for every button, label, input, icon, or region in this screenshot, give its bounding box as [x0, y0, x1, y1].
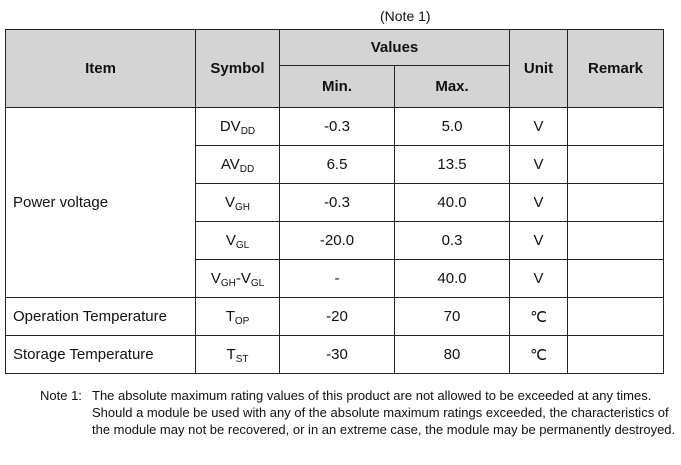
min-cell: -0.3	[280, 184, 395, 222]
symbol-cell: $V_{GH}$	[196, 184, 280, 222]
min-cell: -0.3	[280, 108, 395, 146]
header-remark: Remark	[568, 30, 664, 108]
max-cell: 70	[395, 298, 510, 336]
max-cell: 5.0	[395, 108, 510, 146]
absolute-maximum-ratings-table	[5, 29, 664, 374]
max-cell: 40.0	[395, 184, 510, 222]
item-operation-temperature: Operation Temperature	[6, 298, 196, 336]
remark-cell	[568, 336, 664, 374]
unit-cell: ℃	[510, 336, 568, 374]
table-row	[6, 336, 664, 374]
header-values: Values	[280, 30, 510, 66]
header-unit: Unit	[510, 30, 568, 108]
symbol-cell: $AV_{DD}$	[196, 146, 280, 184]
remark-cell	[568, 146, 664, 184]
note-reference: (Note 1)	[380, 8, 431, 24]
table-row	[6, 298, 664, 336]
symbol-cell: $V_{GL}$	[196, 222, 280, 260]
symbol-cell: $DV_{DD}$	[196, 108, 280, 146]
max-cell: 40.0	[395, 260, 510, 298]
remark-cell	[568, 260, 664, 298]
remark-cell	[568, 108, 664, 146]
min-cell: -30	[280, 336, 395, 374]
symbol-cell: $T_{OP}$	[196, 298, 280, 336]
table-header-row	[6, 30, 664, 66]
footnote-text: The absolute maximum rating values of this product are not allowed to be exceeded at any times. Should a module be used with any of the absolute maximum ratings exceeded, the characteristics of the module may not be recovered, or in an extreme case, the module may be permanently destroyed.	[92, 388, 676, 437]
symbol-cell: $T_{ST}$	[196, 336, 280, 374]
min-cell: -20.0	[280, 222, 395, 260]
item-storage-temperature: Storage Temperature	[6, 336, 196, 374]
table-row	[6, 108, 664, 146]
min-cell: -	[280, 260, 395, 298]
min-cell: -20	[280, 298, 395, 336]
remark-cell	[568, 222, 664, 260]
unit-cell: V	[510, 146, 568, 184]
unit-cell: V	[510, 260, 568, 298]
unit-cell: ℃	[510, 298, 568, 336]
header-item: Item	[6, 30, 196, 108]
header-symbol: Symbol	[196, 30, 280, 108]
header-max: Max.	[395, 66, 510, 108]
max-cell: 80	[395, 336, 510, 374]
unit-cell: V	[510, 108, 568, 146]
max-cell: 13.5	[395, 146, 510, 184]
item-power-voltage: Power voltage	[6, 108, 196, 298]
max-cell: 0.3	[395, 222, 510, 260]
symbol-cell: $V_{GH}-V_{GL}$	[196, 260, 280, 298]
footnote-label: Note 1:	[40, 388, 82, 403]
header-min: Min.	[280, 66, 395, 108]
unit-cell: V	[510, 184, 568, 222]
remark-cell	[568, 298, 664, 336]
remark-cell	[568, 184, 664, 222]
unit-cell: V	[510, 222, 568, 260]
min-cell: 6.5	[280, 146, 395, 184]
